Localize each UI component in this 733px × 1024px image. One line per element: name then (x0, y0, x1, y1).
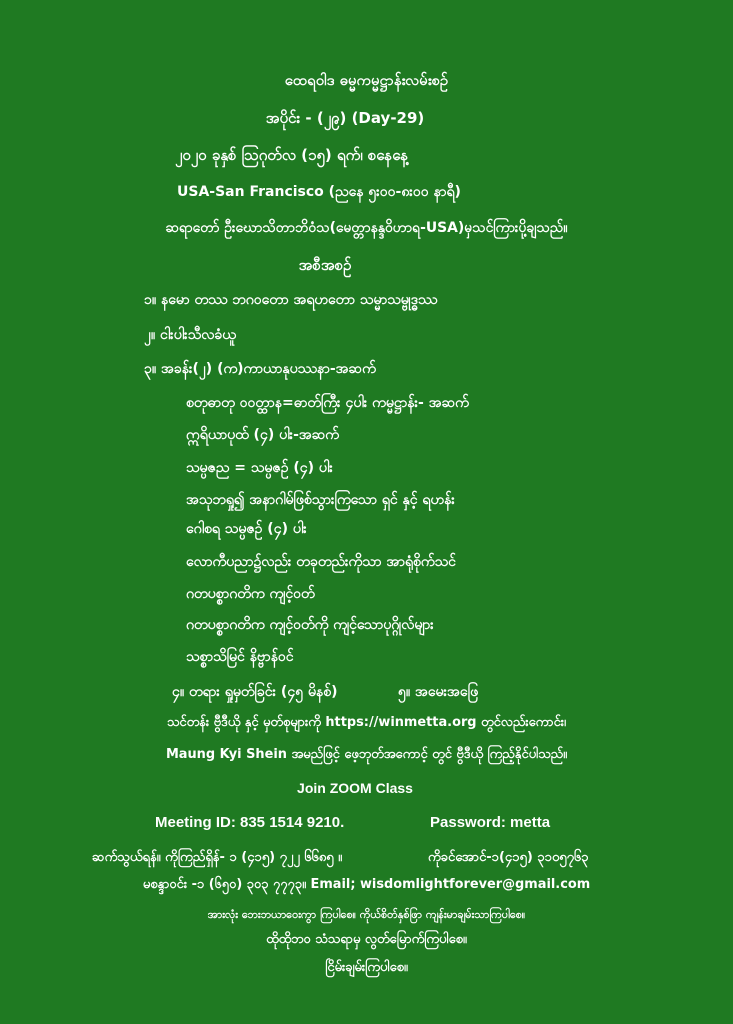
footer-facebook-line: Maung Kyi Shein အမည်ဖြင့် ဖေ့ဘုတ်အကောင့် တွင် ဗွီဒီယို ကြည့်နိုင်ပါသည်။ (165, 747, 568, 762)
program-item-5: ၅။ အမေးအဖြေ (398, 684, 479, 700)
sub-item: စတုဓာတု ဝဝတ္ထာန=ဓာတ်ကြီး ၄ပါး ကမ္မဋ္ဌာန်း- အဆက် (186, 395, 469, 411)
blessing-line-3: ငြိမ်းချမ်းကြပါစေ။ (325, 960, 408, 975)
zoom-class-label: Join ZOOM Class (297, 780, 413, 796)
contact-line-2: ကိုခင်အောင်-၁(၄၁၅) ၃၁၀၅၇၆၃ (428, 850, 589, 865)
program-item-2: ၂။ ငါးပါးသီလခံယူ (144, 327, 236, 343)
part-label: အပိုင်း - (၂၉) (Day-29) (265, 109, 425, 127)
date-line: ၂၀၂၀ ခုနှစ် ဩဂုတ်လ (၁၅) ရက်၊ စနေနေ့ (175, 146, 409, 164)
meeting-id: Meeting ID: 835 1514 9210. (155, 814, 345, 831)
sub-item: အသုဘရှု၍ အနာဂါမ်ဖြစ်သွားကြသော ရှင် နှင့် ရဟန်း (186, 492, 455, 508)
program-item-4: ၄။ တရား ရှုမှတ်ခြင်း (၄၅ မိနစ်) (172, 684, 338, 700)
location-line: USA-San Francisco (ညနေ ၅း၀၀-၈း၀၀ နာရီ) (177, 184, 461, 200)
teacher-line: ဆရာတော် ဦးဃောသိတာဘိဝံသ(မေတ္တာနန္ဒဝိဟာရ-USA)မှသင်ကြားပို့ချသည်။ (165, 220, 568, 236)
program-item-3: ၃။ အခန်း(၂) (က)ကာယာနုပဿနာ-အဆက် (144, 361, 376, 377)
program-title: အစီအစဉ် (298, 256, 352, 274)
contact-line-1: ဆက်သွယ်ရန်။ ကိုကြည်ရှိန်- ၁ (၄၁၅) ၇၂၂ ၆၆၈၅ ။ (92, 850, 343, 865)
blessing-line-1: အားလုံး ဘေးဘယာဝေးကွာ ကြပါစေ။ ကိုယ်စိတ်နှစ်ဖြာ ကျန်းမာချမ်းသာကြပါစေ။ (207, 908, 526, 921)
sub-item: ဂတပစ္စာဂတိက ကျင့်ဝတ်ကို ကျင့်သောပုဂ္ဂိုလ်များ (186, 617, 434, 633)
sub-item: သစ္စာသိမြင် နိဗ္ဗာန်ဝင် (186, 649, 294, 665)
footer-video-line: သင်တန်း ဗွီဒီယို နှင့် မှတ်စုများကို https://winmetta.org တွင်လည်းကောင်း၊ (166, 715, 567, 730)
meeting-password: Password: metta (430, 814, 551, 831)
sub-item: ဣရိယာပုထ် (၄) ပါး-အဆက် (186, 427, 339, 443)
flyer-title: ထေရဝါဒ ဓမ္မကမ္မဋ္ဌာန်းလမ်းစဉ် (284, 71, 449, 89)
blessing-line-2: ထိုထိုဘ၀ သံသရာမှ လွတ်မြောက်ကြပါစေ။ (266, 932, 467, 947)
sub-item: လောကီပညာ၌လည်း တခုတည်းကိုသာ အာရုံစိုက်သင် (186, 554, 456, 570)
sub-item: သမ္ပဇည = သမ္ပဇဉ် (၄) ပါး (186, 460, 333, 476)
contact-line-3: မစန္ဒာဝင်း -၁ (၆၅၀) ၃၀၃ ၇၇၇၃။ Email; wisdomlightforever@gmail.com (142, 877, 591, 892)
sub-item: ဂေါစရ သမ္ပဇဉ် (၄) ပါး (186, 521, 307, 537)
program-item-1: ၁။ နမော တဿ ဘဂဝတော အရဟတော သမ္မာသမ္ဗုဒ္ဓဿ (144, 292, 438, 308)
sub-item: ဂတပစ္စာဂတိက ကျင့်ဝတ် (186, 586, 315, 602)
